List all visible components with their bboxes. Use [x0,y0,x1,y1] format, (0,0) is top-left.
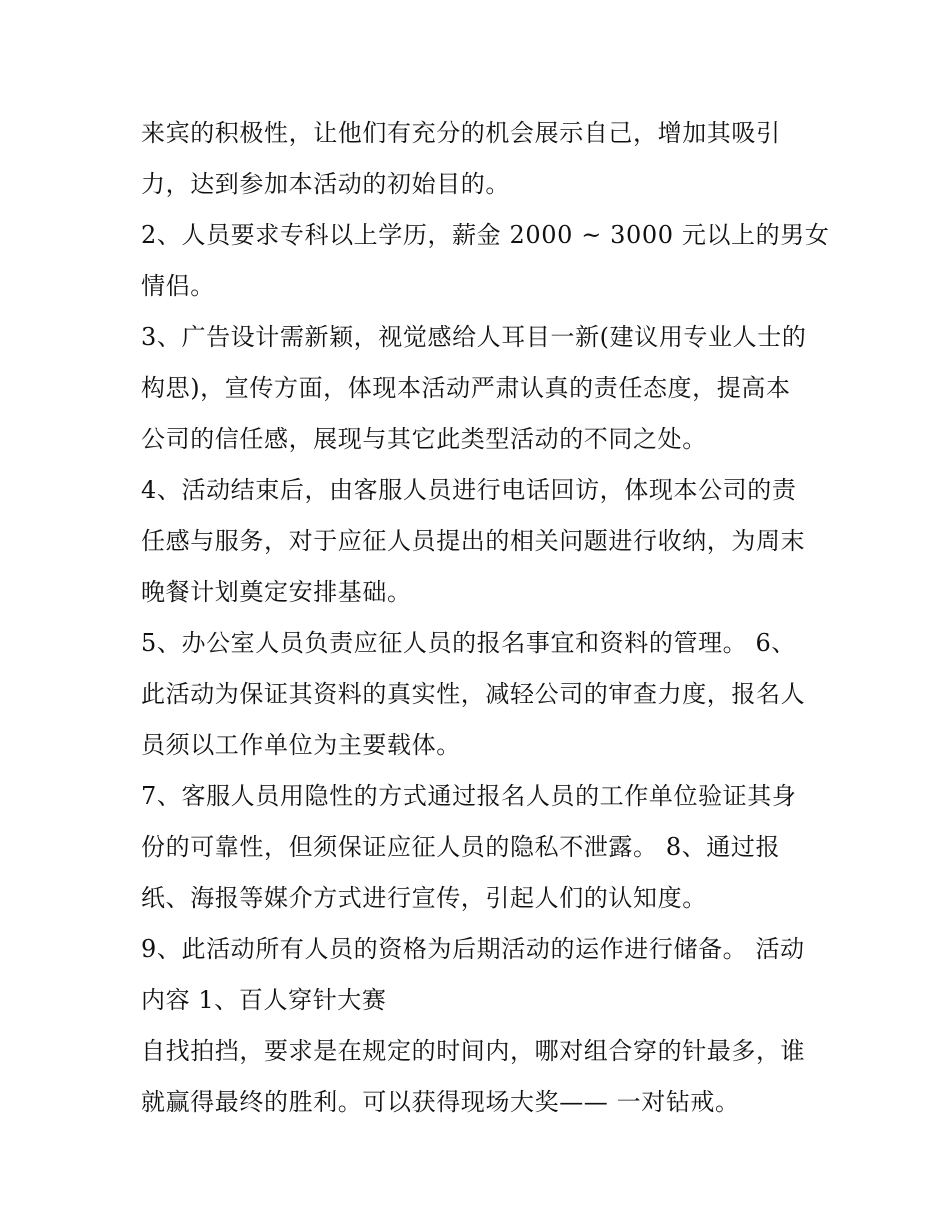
text-line: 任感与服务，对于应征人员提出的相关问题进行收纳，为周末 [141,527,806,555]
text-line: 7、客服人员用隐性的方式通过报名人员的工作单位验证其身 [141,782,797,810]
text-line: 5、办公室人员负责应征人员的报名事宜和资料的管理。 6、 [141,629,796,657]
text-line: 4、活动结束后，由客服人员进行电话回访，体现本公司的责 [141,476,797,504]
document-body [141,108,830,1128]
text-line: 公司的信任感，展现与其它此类型活动的不同之处。 [141,425,707,453]
text-line: 自找拍挡，要求是在规定的时间内，哪对组合穿的针最多，谁 [141,1037,806,1065]
text-line: 构思)，宣传方面，体现本活动严肃认真的责任态度，提高本 [141,374,791,402]
text-line: 来宾的积极性，让他们有充分的机会展示自己，增加其吸引 [141,119,781,147]
text-line: 内容 1、百人穿针大赛 [141,986,387,1014]
text-line: 纸、海报等媒介方式进行宣传，引起人们的认知度。 [141,884,707,912]
text-line: 3、广告设计需新颖，视觉感给人耳目一新(建议用专业人士的 [141,323,807,351]
text-line: 晚餐计划奠定安排基础。 [141,578,412,606]
text-line: 力，达到参加本活动的初始目的。 [141,170,510,198]
text-line: 9、此活动所有人员的资格为后期活动的运作进行储备。 活动 [141,935,805,963]
text-line: 员须以工作单位为主要载体。 [141,731,461,759]
text-line: 此活动为保证其资料的真实性，减轻公司的审查力度，报名人 [141,680,806,708]
text-line: 份的可靠性，但须保证应征人员的隐私不泄露。 8、通过报 [141,833,781,861]
text-line: 情侣。 [141,272,215,300]
text-line: 就赢得最终的胜利。可以获得现场大奖—— 一对钻戒。 [141,1088,740,1116]
text-line: 2、人员要求专科以上学历，薪金 2000 ~ 3000 元以上的男女 [141,221,830,249]
